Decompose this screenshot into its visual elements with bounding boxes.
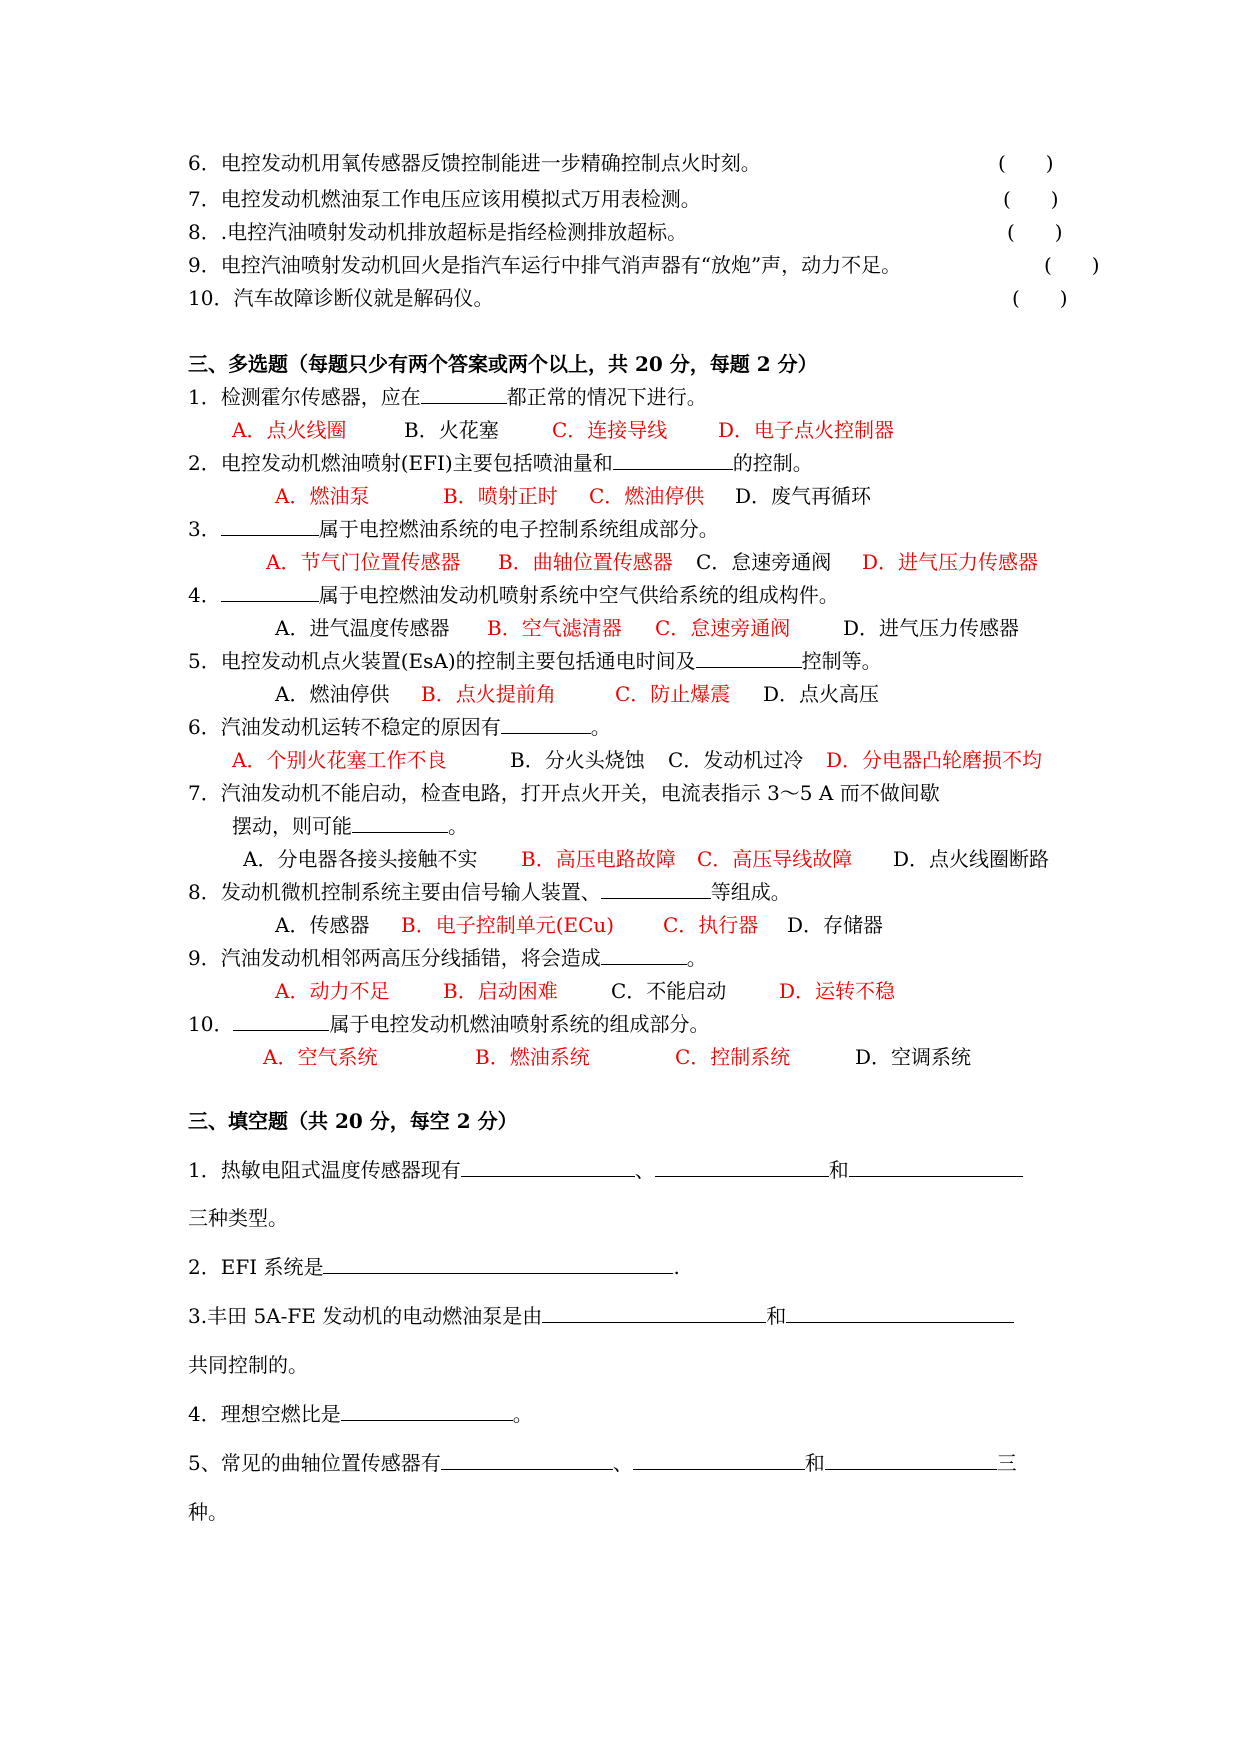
- answer-blank[interactable]: [501, 715, 591, 734]
- fill-question-5-cont: 种。: [188, 1500, 228, 1524]
- separator-text: 和: [766, 1304, 787, 1328]
- answer-blank[interactable]: [825, 1451, 997, 1470]
- answer-paren[interactable]: ( ): [1003, 187, 1059, 211]
- mc-question-6: [188, 714, 611, 740]
- question-text: 的控制。: [732, 451, 813, 475]
- mc-question-10: [188, 1011, 709, 1037]
- mc-options-3: [266, 549, 1038, 575]
- answer-blank[interactable]: [461, 1158, 635, 1177]
- option-b[interactable]: B．喷射正时: [443, 484, 558, 508]
- question-text: 5、常见的曲轴位置传感器有: [188, 1451, 441, 1475]
- question-text: 7．电控发动机燃油泵工作电压应该用模拟式万用表检测。: [188, 187, 701, 211]
- option-b[interactable]: B．燃油系统: [475, 1045, 590, 1069]
- question-text: 4．: [188, 583, 221, 607]
- answer-blank[interactable]: [221, 517, 319, 536]
- option-d[interactable]: D．点火线圈断路: [893, 847, 1050, 871]
- option-c[interactable]: C．燃油停供: [589, 484, 705, 508]
- option-b[interactable]: B．高压电路故障: [521, 847, 676, 871]
- separator-text: 、: [612, 1451, 633, 1475]
- option-c[interactable]: C．防止爆震: [615, 682, 731, 706]
- option-d[interactable]: D．点火高压: [763, 682, 880, 706]
- question-text: .: [673, 1255, 680, 1279]
- option-b[interactable]: B．点火提前角: [421, 682, 556, 706]
- answer-paren[interactable]: ( ): [1012, 286, 1068, 310]
- option-d[interactable]: D．进气压力传感器: [862, 550, 1039, 574]
- question-text: 6．电控发动机用氧传感器反馈控制能进一步精确控制点火时刻。: [188, 151, 761, 175]
- fill-question-2: [188, 1254, 680, 1280]
- option-b[interactable]: B．火花塞: [404, 418, 499, 442]
- option-a[interactable]: A．传感器: [275, 913, 370, 937]
- section-heading-multiple-choice: 三、多选题（每题只少有两个答案或两个以上，共 20 分，每题 2 分）: [188, 352, 818, 376]
- mc-options-9: [275, 978, 895, 1004]
- answer-blank[interactable]: [655, 1158, 829, 1177]
- mc-options-7: [243, 846, 1049, 872]
- question-text: 等组成。: [710, 880, 791, 904]
- question-text: 4．理想空燃比是: [188, 1402, 341, 1426]
- option-b[interactable]: B．启动困难: [443, 979, 558, 1003]
- option-c[interactable]: C．怠速旁通阀: [696, 550, 832, 574]
- question-text: 属于电控发动机燃油喷射系统的组成部分。: [329, 1012, 710, 1036]
- option-c[interactable]: C．不能启动: [611, 979, 727, 1003]
- tf-question-8: [188, 219, 687, 245]
- answer-blank[interactable]: [341, 1402, 513, 1421]
- mc-question-5: [188, 648, 882, 674]
- option-a[interactable]: A．个别火花塞工作不良: [232, 748, 447, 772]
- mc-options-6: [232, 747, 1042, 773]
- answer-blank[interactable]: [601, 946, 687, 965]
- answer-blank[interactable]: [421, 385, 507, 404]
- answer-blank[interactable]: [542, 1304, 766, 1323]
- question-text: 。: [448, 814, 468, 838]
- option-c[interactable]: C．连接导线: [552, 418, 668, 442]
- separator-text: 和: [804, 1451, 825, 1475]
- mc-options-8: [275, 912, 883, 938]
- option-b[interactable]: B．分火头烧蚀: [510, 748, 645, 772]
- option-a[interactable]: A．分电器各接头接触不实: [243, 847, 478, 871]
- question-text: 3.丰田 5A-FE 发动机的电动燃油泵是由: [188, 1304, 543, 1328]
- mc-options-4: [275, 615, 1019, 641]
- option-c[interactable]: C．高压导线故障: [697, 847, 853, 871]
- question-text: 属于电控燃油发动机喷射系统中空气供给系统的组成构件。: [318, 583, 839, 607]
- option-a[interactable]: A．动力不足: [275, 979, 390, 1003]
- fill-question-1-cont: 三种类型。: [188, 1206, 288, 1230]
- question-text: 10．汽车故障诊断仪就是解码仪。: [188, 286, 494, 310]
- answer-blank[interactable]: [613, 451, 733, 470]
- option-a[interactable]: A．点火线圈: [232, 418, 347, 442]
- option-a[interactable]: A．节气门位置传感器: [266, 550, 461, 574]
- answer-paren[interactable]: ( ): [998, 151, 1054, 175]
- answer-blank[interactable]: [352, 814, 448, 833]
- answer-blank[interactable]: [849, 1158, 1023, 1177]
- option-a[interactable]: A．进气温度传感器: [275, 616, 450, 640]
- answer-blank[interactable]: [323, 1255, 673, 1274]
- question-text: 属于电控燃油系统的电子控制系统组成部分。: [318, 517, 719, 541]
- fill-question-5: [188, 1450, 1017, 1476]
- separator-text: 和: [828, 1158, 849, 1182]
- option-a[interactable]: A．燃油泵: [275, 484, 370, 508]
- mc-options-2: [275, 483, 871, 509]
- question-text: 控制等。: [801, 649, 882, 673]
- mc-question-9: [188, 945, 707, 971]
- question-text: 3．: [188, 517, 221, 541]
- answer-paren[interactable]: ( ): [1044, 253, 1100, 277]
- answer-blank[interactable]: [633, 1451, 805, 1470]
- mc-options-5: [275, 681, 879, 707]
- question-text: 5．电控发动机点火装置(EsA)的控制主要包括通电时间及: [188, 649, 696, 673]
- mc-question-7-cont: [232, 813, 468, 839]
- tf-question-7: [188, 186, 701, 212]
- option-a[interactable]: A．空气系统: [263, 1045, 378, 1069]
- question-text: 。: [686, 946, 707, 970]
- option-b[interactable]: B．曲轴位置传感器: [498, 550, 673, 574]
- option-d[interactable]: D．运转不稳: [779, 979, 896, 1003]
- separator-text: 、: [634, 1158, 655, 1182]
- question-text: 7．汽油发动机不能启动，检查电路，打开点火开关，电流表指示 3～5 A 而不做间歇: [188, 781, 940, 805]
- question-text: 9．汽油发动机相邻两高压分线插错，将会造成: [188, 946, 601, 970]
- option-b[interactable]: B．电子控制单元(ECu): [401, 913, 615, 937]
- answer-paren[interactable]: ( ): [1007, 220, 1063, 244]
- answer-blank[interactable]: [441, 1451, 613, 1470]
- question-text: 。: [512, 1402, 533, 1426]
- question-text: 9．电控汽油喷射发动机回火是指汽车运行中排气消声器有“放炮”声，动力不足。: [188, 253, 902, 277]
- answer-blank[interactable]: [221, 583, 319, 602]
- option-c[interactable]: C．控制系统: [675, 1045, 791, 1069]
- mc-question-3: [188, 516, 719, 542]
- mc-question-2: [188, 450, 813, 476]
- tf-question-10: [188, 285, 493, 311]
- option-d[interactable]: D．电子点火控制器: [718, 418, 895, 442]
- mc-question-4: [188, 582, 839, 608]
- tf-question-6: [188, 150, 761, 176]
- question-text: 2．EFI 系统是: [188, 1255, 324, 1279]
- option-c[interactable]: C．怠速旁通阀: [655, 616, 791, 640]
- option-d[interactable]: D．分电器凸轮磨损不均: [826, 748, 1043, 772]
- mc-question-7: [188, 780, 940, 806]
- question-text: 8．.电控汽油喷射发动机排放超标是指经检测排放超标。: [188, 220, 688, 244]
- option-d[interactable]: D．废气再循环: [735, 484, 872, 508]
- fill-question-3-cont: 共同控制的。: [188, 1353, 308, 1377]
- fill-question-1: [188, 1157, 1023, 1183]
- question-text: 。: [590, 715, 611, 739]
- answer-blank[interactable]: [786, 1304, 1014, 1323]
- option-d[interactable]: D．进气压力传感器: [843, 616, 1020, 640]
- question-text: 都正常的情况下进行。: [506, 385, 707, 409]
- option-a[interactable]: A．燃油停供: [275, 682, 390, 706]
- section-heading-fill-blank: 三、填空题（共 20 分，每空 2 分）: [188, 1109, 518, 1133]
- mc-options-10: [263, 1044, 971, 1070]
- question-text: 1．检测霍尔传感器，应在: [188, 385, 421, 409]
- question-text: 三: [996, 1451, 1017, 1475]
- question-text: 2．电控发动机燃油喷射(EFI)主要包括喷油量和: [188, 451, 613, 475]
- option-d[interactable]: D．存储器: [787, 913, 884, 937]
- tf-question-9: [188, 252, 901, 278]
- option-c[interactable]: C．执行器: [663, 913, 759, 937]
- option-b[interactable]: B．空气滤清器: [487, 616, 622, 640]
- mc-options-1: [232, 417, 894, 443]
- answer-blank[interactable]: [601, 880, 711, 899]
- option-c[interactable]: C．发动机过冷: [668, 748, 804, 772]
- mc-question-1: [188, 384, 707, 410]
- question-text: 摆动，则可能: [232, 814, 352, 838]
- option-d[interactable]: D．空调系统: [855, 1045, 972, 1069]
- mc-question-8: [188, 879, 791, 905]
- fill-question-3: [188, 1303, 1014, 1329]
- fill-question-4: [188, 1401, 533, 1427]
- answer-blank[interactable]: [233, 1012, 329, 1031]
- question-text: 8．发动机微机控制系统主要由信号输人装置、: [188, 880, 601, 904]
- question-text: 1．热敏电阻式温度传感器现有: [188, 1158, 461, 1182]
- question-text: 10．: [188, 1012, 234, 1036]
- question-text: 6．汽油发动机运转不稳定的原因有: [188, 715, 501, 739]
- answer-blank[interactable]: [696, 649, 802, 668]
